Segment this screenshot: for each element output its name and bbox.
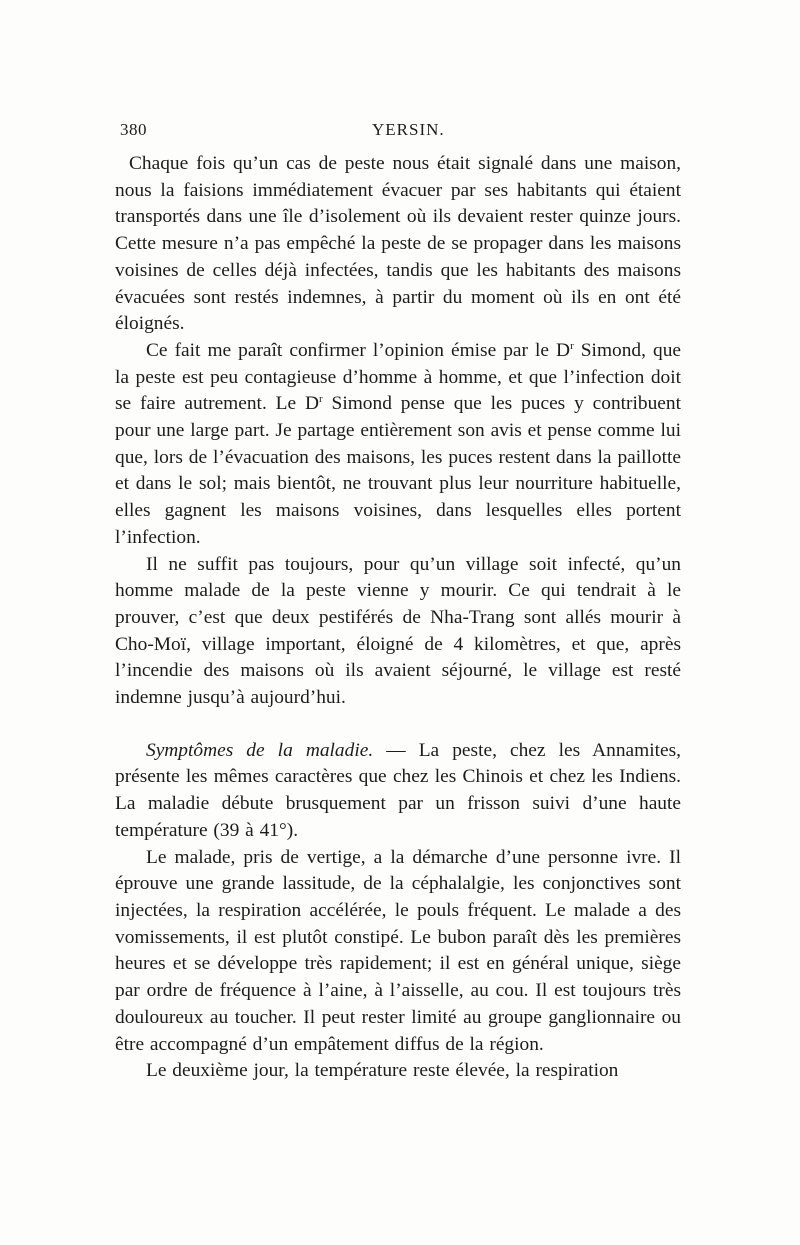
paragraph-6: Le deuxième jour, la température reste élevée, la respiration <box>146 1060 619 1082</box>
paragraph-2-part-b: Simond, que la peste est peu contagieuse d’homme à homme, et que l’infection doit se faire autrement. Le D <box>115 339 681 415</box>
paragraph-4 <box>115 738 681 845</box>
body-text <box>115 151 681 1085</box>
doctor-superscript-1: r <box>570 339 574 352</box>
paragraph-2 <box>115 338 681 552</box>
paragraph-2-part-a: Ce fait me paraît confirmer l’opinion émise par le D <box>146 339 571 361</box>
page-header <box>120 120 680 142</box>
paragraph-5: Le malade, pris de vertige, a la démarche d’une personne ivre. Il éprouve une grande lassitude, de la céphalalgie, les conjonctives sont injectées, la respiration accélérée, le pouls fréquent. Le malade a des vomissements, il est plutôt constipé. Le bubon paraît dès les premières heures et se développe très rapidement; il est en général unique, siège par ordre de fréquence à l’aine, à l’aisselle, au cou. Il est toujours très douloureux au toucher. Il peut rester limité au groupe ganglionnaire ou être accompagné d’un empâtement diffus de la région. <box>115 846 681 1055</box>
paragraph-3: Il ne suffit pas toujours, pour qu’un village soit infecté, qu’un homme malade de la peste vienne y mourir. Ce qui tendrait à le prouver, c’est que deux pestiférés de Nha-Trang sont allés mourir à Cho-Moï, village important, éloigné de 4 kilomètres, et que, après l’incendie des maisons où ils avaient séjourné, le village est resté indemne jusqu’à aujourd’hui. <box>115 553 681 709</box>
section-gap <box>115 712 681 738</box>
paragraph-2-part-c: Simond pense que les puces y contribuent pour une large part. Je partage entièrement son avis et pense comme lui que, lors de l’évacuation des maisons, les puces restent dans la paillotte et dans le sol; mais bientôt, ne trouvant plus leur nourriture habituelle, elles gagnent les maisons voisines, dans lesquelles elles portent l’infection. <box>115 393 681 548</box>
paragraph-4-text: — La peste, chez les Annamites, présente les mêmes caractères que chez les Chinois et chez les Indiens. La maladie débute brusquement par un frisson suivi d’une haute température (39 à 41°). <box>115 739 681 841</box>
running-head: YERSIN. <box>372 120 445 139</box>
section-title: Symptômes de la maladie. <box>146 739 374 761</box>
page-number: 380 <box>120 120 147 139</box>
paragraph-1: Chaque fois qu’un cas de peste nous était signalé dans une maison, nous la faisions immédiatement évacuer par ses habitants qui étaient transportés dans une île d’isolement où ils devaient rester quinze jours. Cette mesure n’a pas empêché la peste de se propager dans les maisons voisines de celles déjà infectées, tandis que les habitants des maisons évacuées sont restés indemnes, à partir du moment où ils en ont été éloignés. <box>115 153 681 335</box>
doctor-superscript-2: r <box>319 393 323 406</box>
